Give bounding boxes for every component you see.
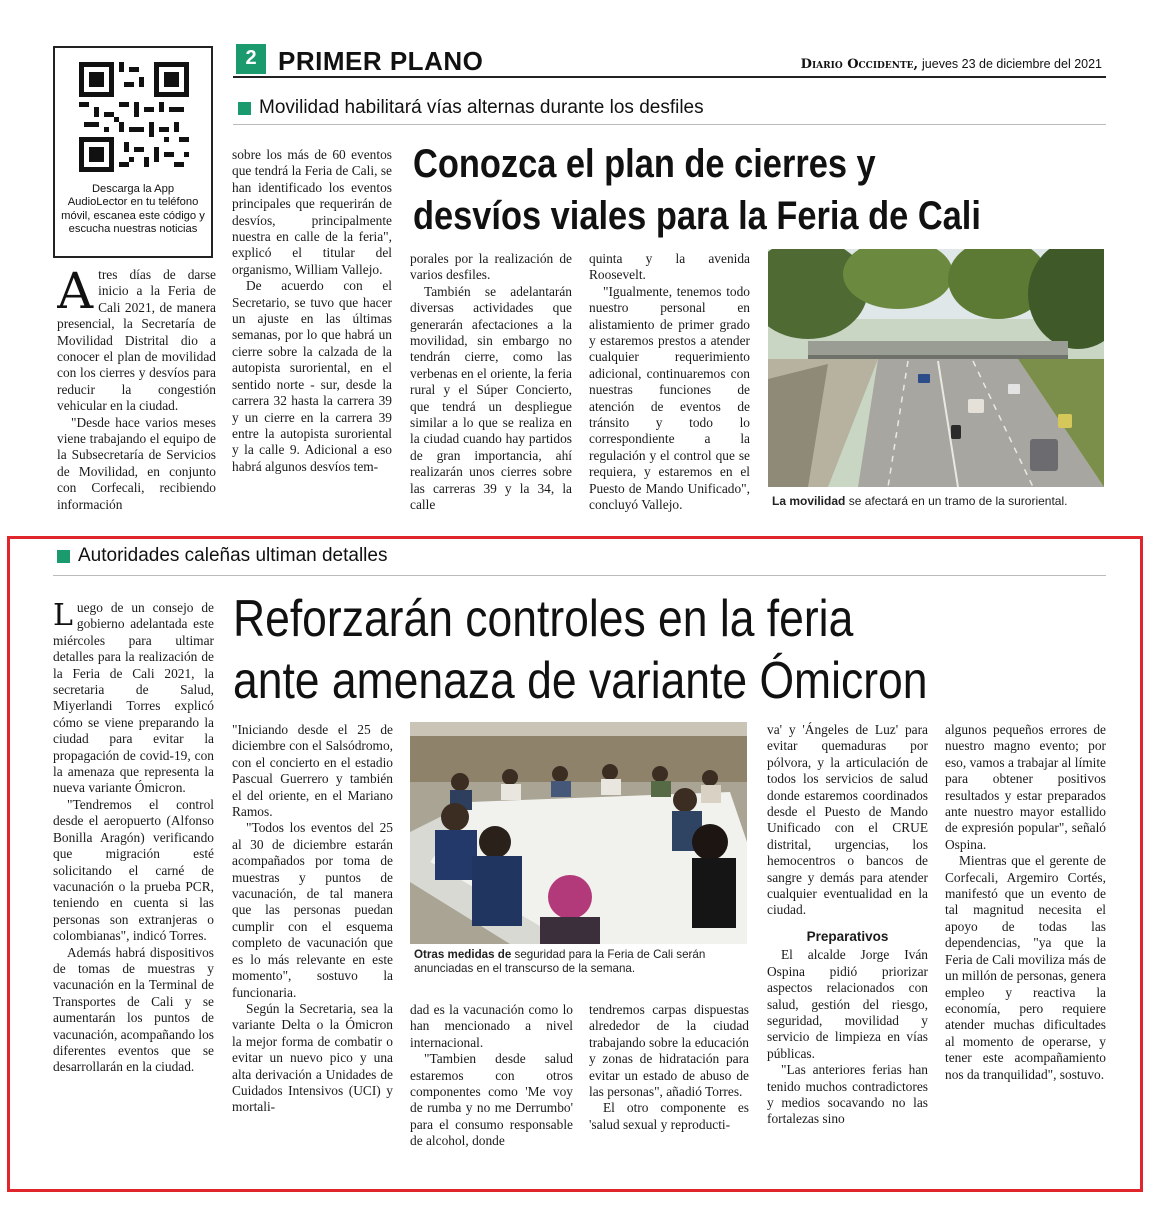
header-rule xyxy=(233,76,1106,78)
article1-kicker xyxy=(238,97,704,119)
article1-headline-line1: Conozca el plan de cierres y xyxy=(413,142,876,186)
article1-headline xyxy=(413,138,1015,242)
article2-col6-p1: algunos pequeños errores de nuestro magno evento; por eso, vamos a trabajar al límite para obtener positivos resultados y estar preparados ante nuestro mayor estallido de expresión popular", señaló Ospina. xyxy=(945,722,1106,852)
meeting-photo-illustration xyxy=(410,722,747,944)
issue-date: jueves 23 de diciembre del 2021 xyxy=(922,57,1102,71)
article1-col2-p2: De acuerdo con el Secretario, se tuvo que hacer un ajuste en las últimas semanas, por lo que habrá un cierre sobre la calzada de la autopista suroriental, en el sentido norte - sur, desde la carrera 32 hasta la carrera 39 y un cierre en la carrera 39 entre la autopista suroriental y la calle 9. Adicional a eso habrá algunos desvíos tem- xyxy=(232,278,392,474)
article1-caption-bold: La movilidad xyxy=(772,494,846,508)
article2-headline xyxy=(233,588,1088,712)
article2-headline-line2: ante amenaza de variante Ómicron xyxy=(233,652,928,710)
article2-subhead: Preparativos xyxy=(806,928,889,944)
article2-col2-p1: "Iniciando desde el 25 de diciembre con el Salsódromo, con el concierto en el estadio Pascual Guerrero y también el del oriente, en el Mariano Ramos. xyxy=(232,722,393,820)
article2-col2-p3: Según la Secretaria, sea la variante Delta o la Ómicron la mejor forma de combatir o evitar un nuevo pico y una alta derivación a Unidades de Cuidados Intensivos (UCI) y mortali- xyxy=(232,1000,393,1115)
article2-column-2 xyxy=(232,722,393,1162)
article2-kicker-rule xyxy=(53,575,1106,576)
article1-col1-p2: "Desde hace varios meses viene trabajando el equipo de la Subsecretaría de Servicios de Movilidad, en conjunto con Corfecali, recibiendo información xyxy=(57,414,216,512)
article1-column-1 xyxy=(57,267,216,529)
page-number-badge xyxy=(236,44,266,74)
article1-column-4 xyxy=(589,251,750,529)
article1-col4-p2: "Igualmente, tenemos todo nuestro personal en alistamiento de primer grado y estaremos prestos a atender cualquier requerimiento adicional, continuaremos con nuestras funciones de atención de eventos de tránsito y todo lo correspondiente a la regulación y el control que se requiera, y estaremos en el Puesto de Mando Unificado", concluyó Vallejo. xyxy=(589,283,750,513)
highway-photo-illustration xyxy=(768,249,1104,487)
article2-column-4 xyxy=(589,1002,749,1162)
article2-col1-p2: "Tendremos el control desde el aeropuerto (Alfonso Bonilla Aragón) verificando que migración esté solicitando el carné de vacunación o la prueba PCR, teniendo en cuenta si las personas son extranjeras o colombianas", indicó Torres. xyxy=(53,796,214,944)
article2-column-5 xyxy=(767,722,928,1162)
article1-caption xyxy=(772,494,1108,509)
article2-col3-p2: "Tambien desde salud estaremos con otros componentes como 'Me voy de rumba y no me Derrumbo' para el consumo responsable de alcohol, donde xyxy=(410,1051,573,1149)
article1-col2-p1: sobre los más de 60 eventos que tendrá la Feria de Cali, se han identificado los eventos principales que requerirán de desvíos, principalmente nuestra en calle de la feria", explicó el titular del organismo, William Vallejo. xyxy=(232,147,392,277)
article1-column-3 xyxy=(410,251,572,529)
article2-col6-p2: Mientras que el gerente de Corfecali, Argemiro Cortés, manifestó que un evento de tal magnitud necesita el apoyo de todas las dependencias, "ya que la Feria de Cali moviliza más de un millón de personas, genera empleo y reactiva la economía, pero requiere atender muchas dificultades al momento de operarse, y tener este acompañamiento nos da tranquilidad", sostuvo. xyxy=(945,853,1106,1082)
article2-caption-text: seguridad para la Feria de Cali serán anunciadas en el transcurso de la semana. xyxy=(414,948,706,975)
article1-photo xyxy=(768,249,1104,487)
article1-col1-p1: Atres días de darse inicio a la Feria de Cali 2021, de manera presencial, la Secretaría de Movilidad Distrital dio a conocer el plan de movilidad con los cierres y desvíos para reducir la congestión vehicular en la ciudad. xyxy=(57,267,216,414)
article2-col4-p2: El otro componente es 'salud sexual y reproducti- xyxy=(589,1100,749,1132)
section-title: PRIMER PLANO xyxy=(278,46,484,76)
article2-col3-p1: dad es la vacunación como lo han mencionado a nivel internacional. xyxy=(410,1002,573,1050)
article2-column-3 xyxy=(410,1002,573,1162)
article2-col1-p1: Luego de un consejo de gobierno adelantada este miércoles para ultimar detalles para la realización de la Feria de Cali 2021, la secretaria de Salud, Miyerlandi Torres explicó cómo se viene preparando la ciudad para evitar la propagación de covid-19, con la amenaza que representa la nueva variante Ómicron. xyxy=(53,600,214,796)
article1-caption-text: se afectará en un tramo de la suroriental. xyxy=(845,494,1068,508)
qr-box xyxy=(53,46,213,258)
article2-kicker xyxy=(57,545,387,567)
article2-col4-p1: tendremos carpas dispuestas alrededor de la ciudad trabajando sobre la educación y zonas de hidratación para evitar un estado de abuso de las personas", añadió Torres. xyxy=(589,1002,749,1100)
article2-col1-p3: Además habrá dispositivos de tomas de muestras y vacunación en la Terminal de Transportes de Cali y se aumentarán los puntos de vacunación, acompañando los diferentes eventos que se desarrollarán en la ciudad. xyxy=(53,944,214,1075)
article2-col5-p1: va' y 'Ángeles de Luz' para evitar quemaduras por pólvora, y la articulación de todos los servicios de salud donde estaremos coordinados desde el Puesto de Mando Unificado con el CRUE distrital, urgencias, los hemocentros o bancos de sangre y demás para atender cualquier eventualidad en la ciudad. xyxy=(767,722,928,918)
article1-dropcap: A xyxy=(57,267,94,320)
article2-dropcap: L xyxy=(53,600,73,633)
article1-col4-p1: quinta y la avenida Roosevelt. xyxy=(589,251,750,283)
kicker-square-icon xyxy=(57,550,70,563)
article2-column-1 xyxy=(53,600,214,1162)
article2-photo xyxy=(410,722,747,944)
masthead-date xyxy=(801,56,1102,72)
article2-col5-p2: El alcalde Jorge Iván Ospina pidió priorizar aspectos relacionados con salud, gestión del riesgo, seguridad, movilidad y servicio de limpieza en vías públicas. xyxy=(767,947,928,1061)
article1-kicker-rule xyxy=(233,124,1106,125)
article2-col2-p2: "Todos los eventos del 25 al 30 de diciembre estarán acompañados por toma de muestras y puntos de vacunación, de tal manera que las personas puedan cumplir con el esquema completo de vacunación que es lo más relevante en este momento", sostuvo la funcionaria. xyxy=(232,820,393,1000)
article1-column-2 xyxy=(232,147,392,529)
kicker-square-icon xyxy=(238,102,251,115)
paper-name: Diario Occidente, xyxy=(800,57,919,72)
article2-headline-line1: Reforzarán controles en la feria xyxy=(233,590,854,648)
article1-col3-p2: También se adelantarán diversas actividades que generarán afectaciones a la movilidad, sin embargo no tendrán cierre, como las verbenas en el oriente, la feria rural y el Súper Concierto, que tendrá un despliegue similar a lo que se realiza en la ciudad cuando hay partidos de gran importancia, ahí realizarán unos cierres sobre las carreras 39 y la 34, la calle xyxy=(410,283,572,513)
article2-column-6 xyxy=(945,722,1106,1162)
page-number: 2 xyxy=(245,47,257,69)
article2-kicker-text: Autoridades caleñas ultiman detalles xyxy=(78,545,388,566)
article1-col3-p1: porales por la realización de varios desfiles. xyxy=(410,251,572,283)
article1-headline-line2: desvíos viales para la Feria de Cali xyxy=(413,194,981,238)
article1-kicker-text: Movilidad habilitará vías alternas durante los desfiles xyxy=(259,97,704,118)
article2-caption xyxy=(414,948,750,976)
article2-col5-p3: "Las anteriores ferias han tenido muchos contradictores y medios socavando no las fortalezas sino xyxy=(767,1062,928,1127)
article2-caption-bold: Otras medidas de xyxy=(414,948,512,961)
qr-code-icon xyxy=(79,62,189,172)
qr-text: Descarga la App AudioLector en tu teléfono móvil, escanea este código y escucha nuestras noticias xyxy=(61,183,205,236)
